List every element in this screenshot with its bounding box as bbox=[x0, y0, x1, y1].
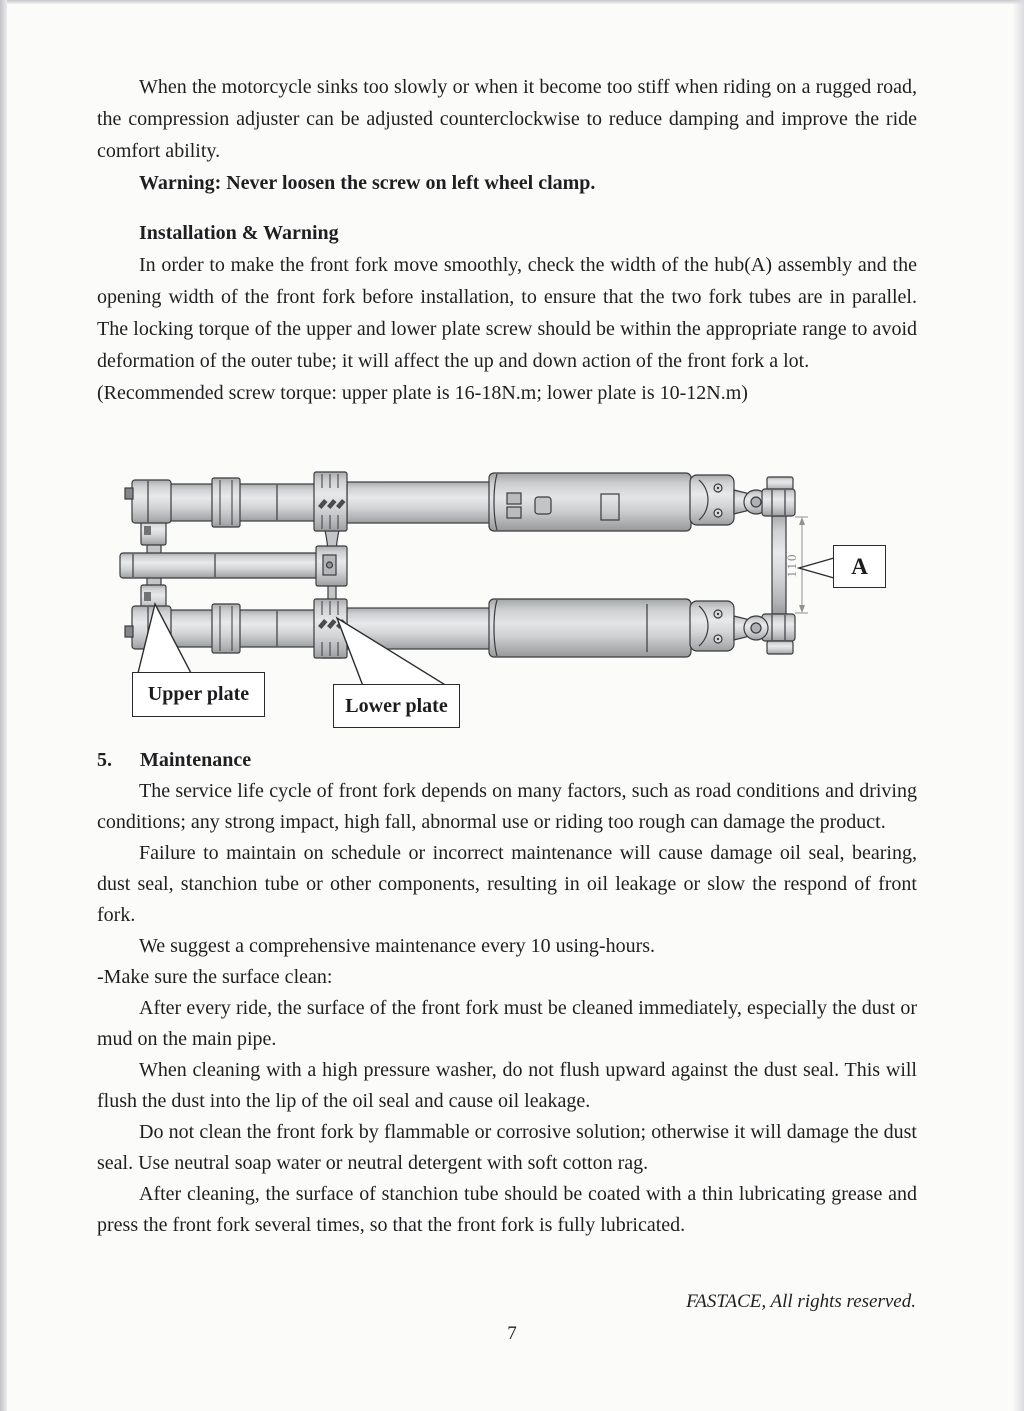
torque-note: (Recommended screw torque: upper plate is 16-18N.m; lower plate is 10-12N.m) bbox=[97, 382, 748, 404]
front-fork-diagram bbox=[95, 458, 915, 750]
detail-a-label: A bbox=[851, 553, 868, 579]
scan-edge-left bbox=[0, 0, 7, 1411]
copyright-notice: FASTACE, All rights reserved. bbox=[686, 1291, 916, 1312]
lower-plate-callout bbox=[333, 684, 460, 728]
maintenance-paragraph-3: We suggest a comprehensive maintenance every 10 using-hours. bbox=[139, 935, 656, 957]
dimension-label: 110 bbox=[784, 552, 799, 578]
maintenance-heading bbox=[97, 745, 917, 776]
maintenance-title: Maintenance bbox=[140, 749, 252, 771]
intro-block bbox=[97, 71, 917, 199]
upper-plate-callout bbox=[132, 672, 265, 717]
installation-paragraph: In order to make the front fork move smoothly, check the width of the hub(A) assembly and the opening width of the front fork before installation, to ensure that the two fork tubes are in parallel. The locking torque of the upper and lower plate screw should be within the appropriate range to avoid deformation of the outer tube; it will affect the up and down action of the front fork a lot. bbox=[97, 254, 917, 372]
page-number: 7 bbox=[507, 1323, 517, 1344]
scan-edge-top bbox=[0, 0, 1024, 4]
maintenance-paragraph-6: Do not clean the front fork by flammable or corrosive solution; otherwise it will damage the dust seal. Use neutral soap water or neutral detergent with soft cotton rag. bbox=[97, 1121, 917, 1174]
lower-fork-leg bbox=[125, 599, 768, 657]
warning-text: Warning: Never loosen the screw on left wheel clamp. bbox=[139, 172, 596, 194]
maintenance-paragraph-5: When cleaning with a high pressure washer, do not flush upward against the dust seal. This will flush the dust into the lip of the oil seal and cause oil leakage. bbox=[97, 1059, 917, 1112]
maintenance-block bbox=[97, 745, 917, 1241]
maintenance-paragraph-1: The service life cycle of front fork depends on many factors, such as road conditions and driving conditions; any strong impact, high fall, abnormal use or riding too rough can damage the product. bbox=[97, 780, 917, 833]
scan-edge-right bbox=[1012, 0, 1024, 1411]
installation-block bbox=[97, 217, 917, 409]
maintenance-paragraph-7: After cleaning, the surface of stanchion tube should be coated with a thin lubricating grease and press the front fork several times, so that the front fork is fully lubricated. bbox=[97, 1183, 917, 1236]
surface-note: -Make sure the surface clean: bbox=[97, 966, 333, 988]
steering-stem bbox=[120, 553, 320, 578]
maintenance-paragraph-4: After every ride, the surface of the front fork must be cleaned immediately, especially the dust or mud on the main pipe. bbox=[97, 997, 917, 1050]
upper-plate-label: Upper plate bbox=[147, 683, 250, 705]
upper-fork-leg bbox=[125, 473, 768, 531]
installation-heading: Installation & Warning bbox=[139, 222, 339, 244]
intro-paragraph: When the motorcycle sinks too slowly or when it become too stiff when riding on a rugged road, the compression adjuster can be adjusted counterclockwise to reduce damping and improve the ride comfort ability. bbox=[97, 76, 917, 162]
maintenance-paragraph-2: Failure to maintain on schedule or incorrect maintenance will cause damage oil seal, bearing, dust seal, stanchion tube or other components, resulting in oil leakage or slow the respond of front fork. bbox=[97, 842, 917, 926]
detail-a-callout bbox=[833, 545, 886, 588]
lower-plate-label: Lower plate bbox=[345, 694, 448, 717]
maintenance-number: 5. bbox=[97, 749, 112, 771]
